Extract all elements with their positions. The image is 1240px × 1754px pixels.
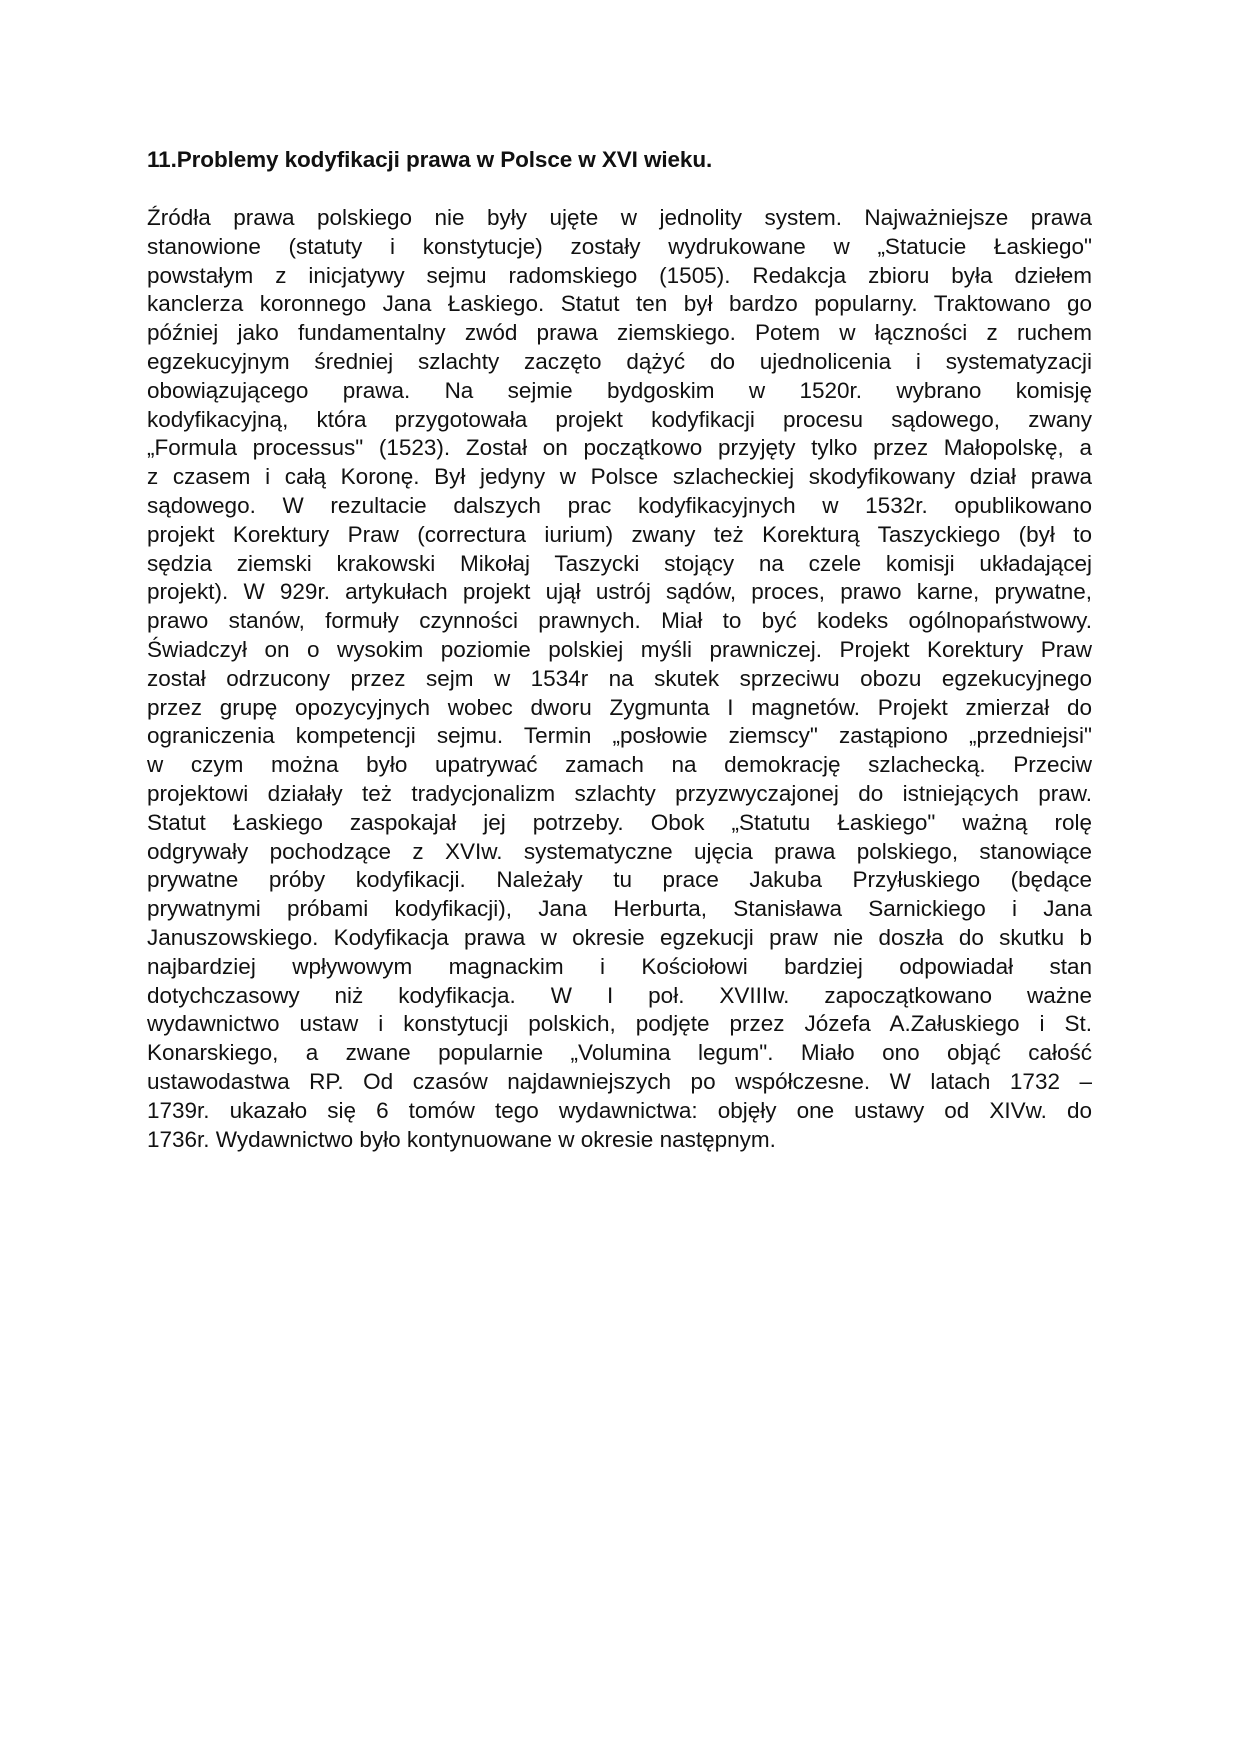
body-line: ograniczenia kompetencji sejmu. Termin „posłowie ziemscy" zastąpiono „przedniejsi" — [147, 723, 1092, 749]
body-line: powstałym z inicjatywy sejmu radomskiego (1505). Redakcja zbioru była dziełem — [147, 262, 1092, 288]
body-line: Januszowskiego. Kodyfikacja prawa w okresie egzekucji praw nie doszła do skutku b — [147, 924, 1092, 950]
body-line: został odrzucony przez sejm w 1534r na skutek sprzeciwu obozu egzekucyjnego — [147, 665, 1092, 691]
body-line: prawo stanów, formuły czynności prawnych. Miał to być kodeks ogólnopaństwowy. — [147, 608, 1092, 634]
body-line: obowiązującego prawa. Na sejmie bydgoskim w 1520r. wybrano komisję — [147, 377, 1092, 403]
body-line: 1739r. ukazało się 6 tomów tego wydawnictwa: objęły one ustawy od XIVw. do — [147, 1097, 1092, 1123]
body-line: Konarskiego, a zwane popularnie „Volumina legum". Miało ono objąć całość — [147, 1040, 1092, 1066]
body-line: stanowione (statuty i konstytucje) zostały wydrukowane w „Statucie Łaskiego" — [147, 233, 1092, 259]
body-line: Statut Łaskiego zaspokajał jej potrzeby. Obok „Statutu Łaskiego" ważną rolę — [147, 809, 1092, 835]
body-line: ustawodastwa RP. Od czasów najdawniejszych po współczesne. W latach 1732 – — [147, 1068, 1092, 1094]
body-line: wydawnictwo ustaw i konstytucji polskich, podjęte przez Józefa A.Załuskiego i St. — [147, 1011, 1092, 1037]
body-line: sądowego. W rezultacie dalszych prac kodyfikacyjnych w 1532r. opublikowano — [147, 492, 1092, 518]
body-line: projekt Korektury Praw (correctura iurium) zwany też Korekturą Taszyckiego (był to — [147, 521, 1092, 547]
body-line: później jako fundamentalny zwód prawa ziemskiego. Potem w łączności z ruchem — [147, 320, 1092, 346]
body-line: projektowi działały też tradycjonalizm szlachty przyzwyczajonej do istniejących praw. — [147, 780, 1092, 806]
body-line: odgrywały pochodzące z XVIw. systematyczne ujęcia prawa polskiego, stanowiące — [147, 838, 1092, 864]
body-line-last: 1736r. Wydawnictwo było kontynuowane w okresie następnym. — [147, 1126, 776, 1152]
body-line: prywatnymi próbami kodyfikacji), Jana Herburta, Stanisława Sarnickiego i Jana — [147, 896, 1092, 922]
body-line: kanclerza koronnego Jana Łaskiego. Statut ten był bardzo popularny. Traktowano go — [147, 291, 1092, 317]
body-line: sędzia ziemski krakowski Mikołaj Taszycki stojący na czele komisji układającej — [147, 550, 1092, 576]
body-line: prywatne próby kodyfikacji. Należały tu prace Jakuba Przyłuskiego (będące — [147, 867, 1092, 893]
document-body — [147, 204, 1092, 1154]
body-line: kodyfikacyjną, która przygotowała projekt kodyfikacji procesu sądowego, zwany — [147, 406, 1092, 432]
body-line: egzekucyjnym średniej szlachty zaczęto dążyć do ujednolicenia i systematyzacji — [147, 348, 1092, 374]
body-line: projekt). W 929r. artykułach projekt ujął ustrój sądów, proces, prawo karne, prywatne, — [147, 579, 1092, 605]
body-line: dotychczasowy niż kodyfikacja. W I poł. XVIIIw. zapoczątkowano ważne — [147, 982, 1092, 1008]
body-line: z czasem i całą Koronę. Był jedyny w Polsce szlacheckiej skodyfikowany dział prawa — [147, 464, 1092, 490]
body-line: w czym można było upatrywać zamach na demokrację szlachecką. Przeciw — [147, 752, 1092, 778]
document-title: 11.Problemy kodyfikacji prawa w Polsce w XVI wieku. — [147, 147, 713, 172]
body-line: „Formula processus" (1523). Został on początkowo przyjęty tylko przez Małopolskę, a — [147, 435, 1092, 461]
body-line: Świadczył on o wysokim poziomie polskiej myśli prawniczej. Projekt Korektury Praw — [147, 636, 1092, 662]
body-line: przez grupę opozycyjnych wobec dworu Zygmunta I magnetów. Projekt zmierzał do — [147, 694, 1092, 720]
body-line: Źródła prawa polskiego nie były ujęte w jednolity system. Najważniejsze prawa — [147, 205, 1092, 230]
body-line: najbardziej wpływowym magnackim i Kościołowi bardziej odpowiadał stan — [147, 953, 1092, 979]
